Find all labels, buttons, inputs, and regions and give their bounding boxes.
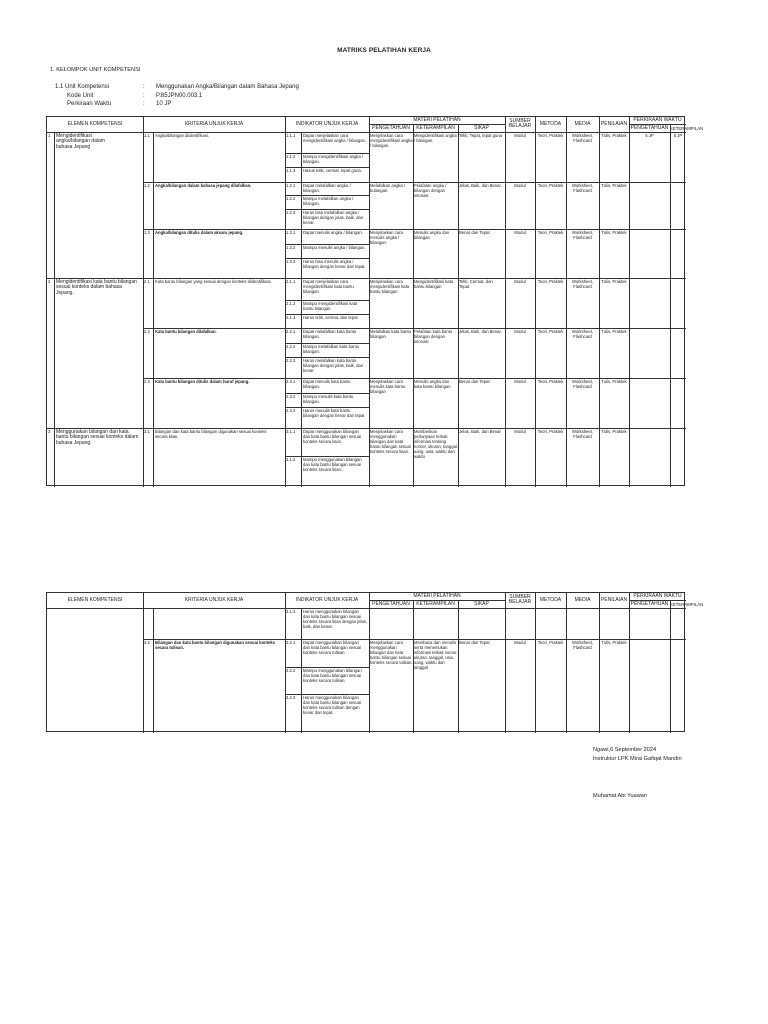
- kriteria-unjuk-kerja: Kata bantu bilangan ditulis dalam huruf jepang.: [155, 379, 250, 384]
- header-penilaian: PENILAIAN: [600, 121, 628, 127]
- indikator-number: 2.2.3: [286, 358, 296, 363]
- sumber-belajar: Modul: [514, 640, 526, 645]
- media: Worksheet, Flashcard: [571, 133, 594, 143]
- sumber-belajar: Modul: [514, 230, 526, 235]
- waktu-pengetahuan: 5 JP: [645, 133, 654, 138]
- table-gridline: [599, 593, 600, 733]
- indikator-number: 3.2.3: [286, 695, 296, 700]
- header-indikator: INDIKATOR UNJUK KERJA: [295, 597, 359, 603]
- elemen-number: 2: [48, 279, 51, 284]
- materi-pengetahuan: Menjelaskan cara mengidentifikasi kata bantu bilangan: [370, 279, 410, 294]
- header-keterampilan: KETERAMPILAN: [416, 125, 455, 131]
- header-sikap: SIKAP: [474, 125, 489, 131]
- metoda: Teori, Praktek: [537, 429, 564, 434]
- indikator-number: 2.2.1: [286, 329, 296, 334]
- indikator-unjuk-kerja: Mampu menggunakan bilangan dan kata bantu bilangan sesuai konteks secara lisan.: [303, 457, 362, 472]
- kriteria-number: 3.1: [144, 429, 150, 434]
- elemen-kompetensi: Mengidentifikasi kata bantu bilangan sesuai konteks dalam bahasa Jepang.: [56, 279, 137, 296]
- unit-info-sep: :: [143, 92, 145, 99]
- header-waktu: PERKIRAAN WAKTU: [633, 117, 682, 123]
- kriteria-number: 1.1: [144, 133, 150, 138]
- indikator-unjuk-kerja: Dapat melafalkan angka / bilangan.: [303, 183, 351, 193]
- indikator-number: 2.1.2: [286, 301, 296, 306]
- penilaian: Tulis, Praktek: [601, 133, 627, 138]
- kriteria-unjuk-kerja: Bilangan dan kata bantu bilangan digunakan sesuai konteks secara lisan.: [155, 429, 267, 439]
- indikator-unjuk-kerja: Mampu mengidentifikasi angka / bilangan.: [303, 154, 364, 164]
- kriteria-number: 2.1: [144, 279, 150, 284]
- header-materi: MATERI PELATIHAN: [413, 117, 461, 123]
- materi-pengetahuan: Menjelaskan cara menggunakan bilangan dan kata bantu bilangan sesuai konteks secara tulisan.: [370, 640, 413, 665]
- kriteria-unjuk-kerja: Angka/bilangan dalam bahasa jepang dilafalkan.: [155, 183, 252, 188]
- materi-sikap: Benar dan Tepat: [459, 640, 490, 645]
- indikator-number: 3.1.1: [286, 429, 296, 434]
- indikator-number: 1.1.2: [286, 154, 296, 159]
- sumber-belajar: Modul: [514, 329, 526, 334]
- indikator-unjuk-kerja: Harus teliti, cermat, dan tepat: [303, 315, 358, 320]
- header-elemen: ELEMEN KOMPETENSI: [67, 121, 123, 127]
- media: Worksheet, Flashcard: [571, 379, 594, 389]
- signature-role: Instruktur LPK Mirai Gafiqat Mandiri: [593, 756, 682, 762]
- indikator-unjuk-kerja: Harus menggunakan bilangan dan kata bantu bilangan sesuai konteks secara lisan dengan jelas, baik, dan benar.: [303, 609, 368, 629]
- table-gridline: [153, 132, 154, 487]
- materi-sikap: Jelas, Baik, dan Benar.: [459, 183, 502, 188]
- indikator-unjuk-kerja: Dapat menulis angka / bilangan.: [303, 230, 363, 235]
- materi-keterampilan: Pelafalan angka / bilangan dengan intonasi: [414, 183, 447, 198]
- indikator-unjuk-kerja: Mampu mengidentifikasi kata bantu bilangan: [303, 301, 358, 311]
- indikator-unjuk-kerja: Mampu menulis kata bantu bilangan.: [303, 394, 354, 404]
- metoda: Teori, Praktek: [537, 640, 564, 645]
- header-materi: MATERI PELATIHAN: [413, 593, 461, 599]
- sumber-belajar: Modul: [514, 133, 526, 138]
- indikator-number: 2.3.2: [286, 394, 296, 399]
- materi-sikap: Jelas, Baik, dan Benar.: [459, 329, 502, 334]
- indikator-unjuk-kerja: Dapat menggunakan bilangan dan kata bantu bilangan sesuai konteks secara lisan.: [303, 429, 361, 444]
- indikator-number: 1.3.3: [286, 259, 296, 264]
- penilaian: Tulis, Praktek: [601, 329, 627, 334]
- materi-pengetahuan: Menjelaskan cara menulis angka / bilangan.: [370, 230, 403, 245]
- materi-keterampilan: Mengidentifikasi kata bantu bilangan: [414, 279, 454, 289]
- materi-sikap: Benar dan Tepat: [459, 379, 490, 384]
- header-metoda: METODA: [539, 597, 562, 603]
- indikator-number: 2.3.3: [286, 408, 296, 413]
- indikator-number: 3.1.3: [286, 609, 296, 614]
- header-kriteria: KRITERIA UNJUK KERJA: [184, 597, 244, 603]
- unit-info-value: P.85JPN00.003.1: [156, 92, 203, 99]
- indikator-unjuk-kerja: Dapat menulis kata bantu bilangan.: [303, 379, 351, 389]
- materi-sikap: Jelas, Baik, dan Benar: [459, 429, 501, 434]
- kriteria-unjuk-kerja: Bilangan dan kata bantu bilangan digunakan sesuai konteks secara tulisan.: [155, 640, 276, 650]
- materi-sikap: Teliti, Tepat, tepat guna: [459, 133, 502, 138]
- indikator-unjuk-kerja: Harus menulis kata bantu bilangan dengan benar dan tepat: [303, 408, 365, 418]
- training-matrix-table-continued: [46, 592, 704, 732]
- indikator-number: 3.1.2: [286, 457, 296, 462]
- kriteria-number: 2.2: [144, 329, 150, 334]
- signature-name: Muhamat Abi Yuawan: [593, 793, 648, 799]
- training-matrix-table: [46, 116, 704, 486]
- table-gridline: [301, 132, 302, 487]
- metoda: Teori, Praktek: [537, 183, 564, 188]
- indikator-number: 2.3.1: [286, 379, 296, 384]
- header-metoda: METODA: [539, 121, 562, 127]
- elemen-kompetensi: Menggunakan bilangan dan kata bantu bilangan sesuai konteks dalam bahasa Jepang.: [56, 429, 139, 446]
- indikator-number: 2.1.1: [286, 279, 296, 284]
- header-waktu-keterampilan: KETERAMPILAN: [670, 602, 704, 607]
- metoda: Teori, Praktek: [537, 279, 564, 284]
- media: Worksheet, Flashcard: [571, 640, 594, 650]
- materi-keterampilan: Mengidentifikasi angka / bilangan.: [414, 133, 457, 143]
- metoda: Teori, Praktek: [537, 379, 564, 384]
- sumber-belajar: Modul: [514, 429, 526, 434]
- indikator-number: 1.1.3: [286, 168, 296, 173]
- materi-pengetahuan: Menjelaskan cara menulis kata bantu bilangan: [370, 379, 406, 394]
- header-indikator: INDIKATOR UNJUK KERJA: [295, 121, 359, 127]
- unit-info: [55, 83, 299, 109]
- kriteria-number: 2.3: [144, 379, 150, 384]
- kriteria-number: 1.2: [144, 183, 150, 188]
- table-gridline: [629, 117, 630, 487]
- header-media: MEDIA: [574, 121, 591, 127]
- penilaian: Tulis, Praktek: [601, 379, 627, 384]
- materi-sikap: Teliti, Cermat, dan Tepat: [459, 279, 493, 289]
- sumber-belajar: Modul: [514, 379, 526, 384]
- metoda: Teori, Praktek: [537, 329, 564, 334]
- table-gridline: [670, 124, 671, 487]
- indikator-unjuk-kerja: Dapat menggunakan bilangan dan kata bantu bilangan sesuai konteks secara tulisan.: [303, 640, 361, 655]
- table-gridline: [566, 593, 567, 733]
- materi-keterampilan: Membaca dan menulis serta menemukan informasi terkait nomor, ukuran, tanggal, usia, uang, waktu dan tanggal: [414, 640, 458, 670]
- materi-pengetahuan: Melafalkan angka / bulangan.: [370, 183, 406, 193]
- penilaian: Tulis, Praktek: [601, 230, 627, 235]
- indikator-unjuk-kerja: Harus melafalkan kata bantu bilangan dengan jelas, baik, dan benar: [303, 358, 364, 373]
- unit-info-sep: :: [143, 101, 145, 108]
- indikator-number: 1.1.1: [286, 133, 296, 138]
- kriteria-unjuk-kerja: Angka/bilangan diidentifikasi.: [155, 133, 210, 138]
- indikator-number: 3.2.2: [286, 668, 296, 673]
- indikator-unjuk-kerja: Hasus teliti, cermat, tepat guna.: [303, 168, 362, 173]
- kriteria-unjuk-kerja: Kata bantu bilangan dilafalkan.: [155, 329, 217, 334]
- indikator-unjuk-kerja: Dapat menjelaskan cara mengidentifikasi kata bantu bilangan: [303, 279, 354, 294]
- header-media: MEDIA: [574, 597, 591, 603]
- header-sumber: SUMBER BELAJAR: [508, 594, 532, 606]
- unit-info-row: [55, 83, 299, 92]
- table-gridline: [153, 608, 154, 733]
- indikator-number: 2.2.2: [286, 344, 296, 349]
- table-gridline: [458, 600, 459, 733]
- penilaian: Tulis, Praktek: [601, 640, 627, 645]
- unit-info-label: Perkiraan Waktu: [67, 101, 112, 108]
- materi-keterampilan: Pelafalan kata bantu bilangan dengan intonasi: [414, 329, 453, 344]
- unit-info-value: Menggunakan Angka/Bilangan dalam Bahasa Jepang: [156, 84, 299, 90]
- indikator-number: 3.2.1: [286, 640, 296, 645]
- elemen-kompetensi: Mengidentifikasi angka/bilangan dalam bahasa Jepang: [56, 133, 105, 150]
- table-gridline: [629, 593, 630, 733]
- header-elemen: ELEMEN KOMPETENSI: [67, 597, 123, 603]
- indikator-unjuk-kerja: Mampu melafalkan angka / bilangan.: [303, 196, 354, 206]
- header-waktu-keterampilan: KETERAMPILAN: [670, 126, 704, 131]
- header-waktu-pengetahuan: PENGETAHUAN: [630, 125, 669, 131]
- table-gridline: [47, 608, 686, 609]
- indikator-unjuk-kerja: Harus bisa melafalkan angka / bilangan dengan jelas, baik, dan benar.: [303, 210, 364, 225]
- table-gridline: [54, 132, 55, 487]
- media: Worksheet, Flashcard: [571, 230, 594, 240]
- indikator-unjuk-kerja: Dapat menjelaskan cara mengidentifikasi angka / bilangan.: [303, 133, 367, 143]
- metoda: Teori, Praktek: [537, 133, 564, 138]
- table-gridline: [670, 600, 671, 733]
- unit-info-label: 1.1 Unit Kompetensi: [55, 84, 110, 90]
- unit-info-row: [55, 92, 299, 101]
- sumber-belajar: Modul: [514, 183, 526, 188]
- header-waktu-pengetahuan: PENGETAHUAN: [630, 601, 669, 607]
- indikator-unjuk-kerja: Mampu melafalkan kata bantu bilangan.: [303, 344, 360, 354]
- kriteria-number: 1.3: [144, 230, 150, 235]
- table-gridline: [505, 593, 506, 733]
- indikator-number: 1.3.1: [286, 230, 296, 235]
- unit-info-sep: :: [143, 84, 145, 90]
- materi-sikap: Benar dan Tepat: [459, 230, 490, 235]
- section-heading: 1. KELOMPOK UNIT KOMPETENSI: [50, 67, 141, 73]
- materi-keterampilan: Menulis angka dan kata bantu bilangan: [414, 379, 451, 389]
- media: Worksheet, Flashcard: [571, 329, 594, 339]
- media: Worksheet, Flashcard: [571, 429, 594, 439]
- header-waktu: PERKIRAAN WAKTU: [633, 593, 682, 599]
- document-title: MATRIKS PELATIHAN KERJA: [337, 47, 431, 54]
- sumber-belajar: Modul: [514, 279, 526, 284]
- indikator-unjuk-kerja: Mampu menulis angka / bilangan.: [303, 245, 366, 250]
- indikator-number: 1.2.2: [286, 196, 296, 201]
- header-penilaian: PENILAIAN: [600, 597, 628, 603]
- indikator-unjuk-kerja: Mampu menggunakan bilangan dan kata bantu bilangan sesuai konteks secara tulisan.: [303, 668, 362, 683]
- indikator-number: 2.1.3: [286, 315, 296, 320]
- penilaian: Tulis, Praktek: [601, 429, 627, 434]
- table-gridline: [301, 608, 302, 733]
- waktu-keterampilan: 5 JP: [673, 133, 683, 138]
- header-pengetahuan: PENGETAHUAN: [372, 125, 410, 131]
- penilaian: Tulis, Praktek: [601, 183, 627, 188]
- table-gridline: [535, 593, 536, 733]
- kriteria-unjuk-kerja: Kata bantu bilangan yang sesuai dengan konteks diidentifikasi.: [155, 279, 272, 284]
- unit-info-label: Kode Unit: [67, 92, 94, 99]
- table-gridline: [143, 593, 144, 733]
- header-keterampilan: KETERAMPILAN: [416, 601, 455, 607]
- unit-info-value: 10 JP: [156, 101, 172, 108]
- signature-place-date: Ngawi,6 September 2024: [593, 747, 657, 753]
- materi-pengetahuan: Menjelaskan cara mengidentifikasi angka / bilangan.: [370, 133, 413, 148]
- penilaian: Tulis, Praktek: [601, 279, 627, 284]
- header-sikap: SIKAP: [474, 601, 489, 607]
- kriteria-number: 3.2: [144, 640, 150, 645]
- header-sumber: SUMBER BELAJAR: [508, 118, 532, 130]
- indikator-number: 1.2.1: [286, 183, 296, 188]
- media: Worksheet, Flashcard: [571, 183, 594, 193]
- indikator-number: 1.3.2: [286, 245, 296, 250]
- kriteria-unjuk-kerja: Angka/bilangan ditulis dalam aksara jepang.: [155, 230, 244, 235]
- indikator-unjuk-kerja: Dapat melafalkan kata bantu bilangan.: [303, 329, 357, 339]
- materi-pengetahuan: Menjelaskan cara menggunakan bilangan dan kata bantu bilangan sesuai konteks secara lisan.: [370, 429, 411, 454]
- indikator-unjuk-kerja: Harus menggunakan bilangan dan kata bantu bilangan sesuai konteks secara tulisan dengan benar dan tepat.: [303, 695, 361, 715]
- elemen-number: 3: [48, 429, 51, 434]
- materi-pengetahuan: Melafalkan kata bantu bilangan: [370, 329, 411, 339]
- metoda: Teori, Praktek: [537, 230, 564, 235]
- header-pengetahuan: PENGETAHUAN: [372, 601, 410, 607]
- materi-keterampilan: Menulis angka dan bilangan: [414, 230, 450, 240]
- materi-keterampilan: Memberikan pertanyaan terkait informasi tentang nomor, ukuran, tanggal, uang, usia, waktu dan waktu: [414, 429, 458, 459]
- indikator-number: 1.2.3: [286, 210, 296, 215]
- indikator-unjuk-kerja: Harus bisa menulis angka / bilangan dengan benar dan tepat.: [303, 259, 366, 269]
- media: Worksheet, Flashcard: [571, 279, 594, 289]
- elemen-number: 1: [48, 133, 51, 138]
- unit-info-row: [55, 100, 299, 109]
- header-kriteria: KRITERIA UNJUK KERJA: [184, 121, 244, 127]
